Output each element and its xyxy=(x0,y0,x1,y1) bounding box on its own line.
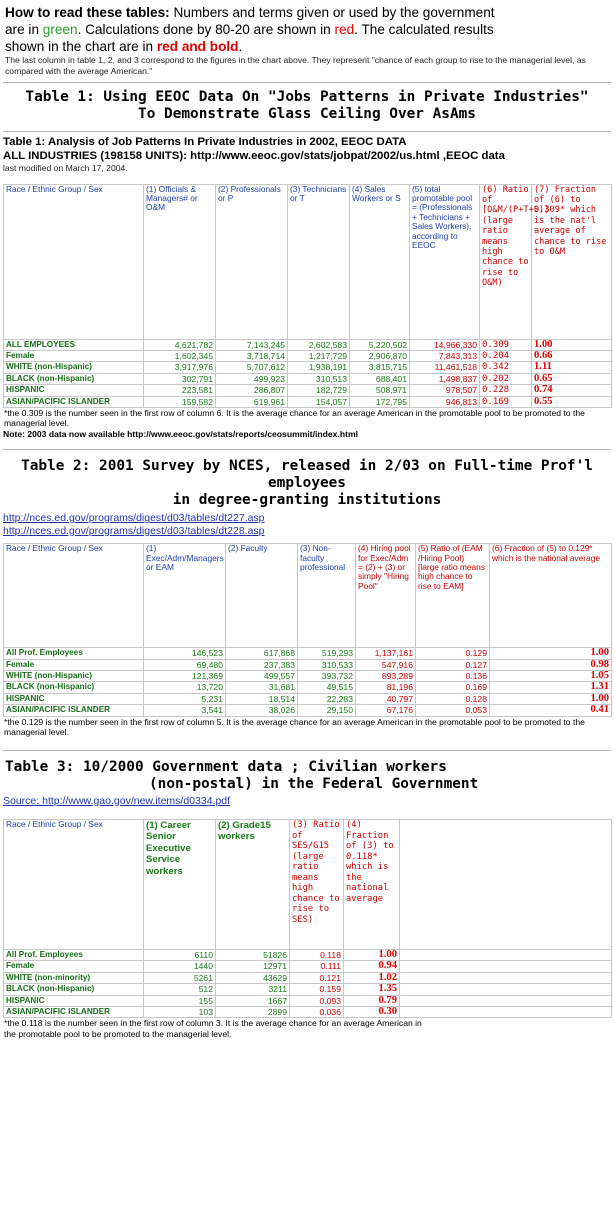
cell: 5,707,612 xyxy=(216,362,288,373)
table3-header-row xyxy=(4,820,612,950)
cell: 0.204 xyxy=(480,350,532,361)
row-label: WHITE (non-Hispanic) xyxy=(4,362,144,373)
cell: 31,681 xyxy=(226,682,298,693)
table-row xyxy=(4,693,612,704)
cell: 2899 xyxy=(216,1007,290,1018)
red-word: red xyxy=(334,22,355,37)
cell: 182,729 xyxy=(288,385,350,396)
col-header: (1) Exec/Adm/Managers or EAM xyxy=(144,544,226,648)
cell: 154,057 xyxy=(288,396,350,407)
cell: 14,966,330 xyxy=(410,339,480,350)
cell: 310,513 xyxy=(288,373,350,384)
col-header: (4) Hiring pool for Exec/Adm = (2) + (3) or simply "Hiring Pool" xyxy=(356,544,416,648)
cell: 0.093 xyxy=(290,995,344,1006)
cell: 51826 xyxy=(216,950,290,961)
table-row xyxy=(4,648,612,659)
row-label: All Prof. Employees xyxy=(4,950,144,961)
cell: 617,868 xyxy=(226,648,298,659)
table2-title-line2: in degree-granting institutions xyxy=(172,492,442,509)
intro-line3-b: . xyxy=(238,39,243,54)
cell: 0.98 xyxy=(490,659,612,670)
intro-line2-b: . Calculations done by 80-20 are shown in xyxy=(77,22,335,37)
table1-note: Note: 2003 data now available http://www.eeoc.gov/stats/reports/ceosummit/index.html xyxy=(3,428,358,439)
intro-note: The last column in table 1, 2, and 3 correspond to the figures in the chart above. They represent "chance of each group to rise to the managerial level, as compared with the average American." xyxy=(5,55,586,76)
table2-footnote: *the 0.129 is the number seen in the first row of column 5. It is the average chance for an average American in the promotable pool to be promoted to the managerial level. xyxy=(4,716,585,738)
cell: 7,843,313 xyxy=(410,350,480,361)
intro-line2-a: are in xyxy=(5,22,43,37)
cell: 393,732 xyxy=(298,671,356,682)
table2-link-1[interactable]: http://nces.ed.gov/programs/digest/d03/tables/dt227.asp xyxy=(3,512,265,525)
col-header: (5) Ratio of (EAM /Hiring Pool) [large ratio means high chance to rise to EAM] xyxy=(416,544,490,648)
cell: 0.159 xyxy=(290,984,344,995)
col-header: (6) Fraction of (5) to 0.129* which is the national average xyxy=(490,544,612,648)
cell: 0.41 xyxy=(490,705,612,716)
table1-subtitle: Table 1: Analysis of Job Patterns In Private Industries in 2002, EEOC DATA xyxy=(3,136,407,148)
intro-line1: Numbers and terms given or used by the government xyxy=(169,5,495,20)
cell: 1,498,837 xyxy=(410,373,480,384)
cell: 1.11 xyxy=(532,362,612,373)
table1-title-line2: To Demonstrate Glass Ceiling Over AsAms xyxy=(138,106,476,122)
col-header: (5) total promotable pool = (Professionals + Technicians + Sales Workers), according to EEOC xyxy=(410,184,480,339)
cell: 1.00 xyxy=(532,339,612,350)
table3-footnote: *the 0.118 is the number seen in the first row of column 3. It is the average chance for an average American in the promotable pool to be promoted to the managerial level. xyxy=(4,1018,422,1039)
cell: 1.00 xyxy=(490,693,612,704)
intro-block xyxy=(3,4,611,55)
cell: 49,515 xyxy=(298,682,356,693)
table-row xyxy=(4,350,612,361)
cell: 1.31 xyxy=(490,682,612,693)
cell: 29,150 xyxy=(298,705,356,716)
empty-cell xyxy=(400,972,612,983)
cell: 547,916 xyxy=(356,659,416,670)
table-row xyxy=(4,339,612,350)
empty-cell xyxy=(400,961,612,972)
table3-title-line1: Table 3: 10/2000 Government data ; Civilian workers xyxy=(5,758,447,775)
table1-grid xyxy=(3,184,612,408)
cell: 11,461,518 xyxy=(410,362,480,373)
cell: 155 xyxy=(144,995,216,1006)
cell: 508,971 xyxy=(350,385,410,396)
table1-modified-date: last modified on March 17, 2004. xyxy=(3,163,128,173)
cell: 1.35 xyxy=(344,984,400,995)
cell: 81,196 xyxy=(356,682,416,693)
cell: 0.053 xyxy=(416,705,490,716)
empty-cell xyxy=(400,820,612,950)
row-label: ASIAN/PACIFIC ISLANDER xyxy=(4,705,144,716)
divider xyxy=(3,750,611,751)
row-label: WHITE (non-Hispanic) xyxy=(4,671,144,682)
table-row xyxy=(4,659,612,670)
cell: 619,961 xyxy=(216,396,288,407)
table1-header-row xyxy=(4,184,612,339)
cell: 146,523 xyxy=(144,648,226,659)
col-header: Race / Ethnic Group / Sex xyxy=(4,544,144,648)
table1-source-line: ALL INDUSTRIES (198158 UNITS): http://www.eeoc.gov/stats/jobpat/2002/us.html ,EEOC data xyxy=(3,150,505,162)
table-row xyxy=(4,961,612,972)
cell: 6110 xyxy=(144,950,216,961)
table-row xyxy=(4,385,612,396)
row-label: Female xyxy=(4,350,144,361)
cell: 67,176 xyxy=(356,705,416,716)
cell: 0.128 xyxy=(416,693,490,704)
cell: 3,815,715 xyxy=(350,362,410,373)
table-row xyxy=(4,705,612,716)
table2-link-2[interactable]: http://nces.ed.gov/programs/digest/d03/tables/dt228.asp xyxy=(3,524,265,537)
cell: 0.169 xyxy=(480,396,532,407)
row-label: ASIAN/PACIFIC ISLANDER xyxy=(4,1007,144,1018)
row-label: HISPANIC xyxy=(4,385,144,396)
col-header: (4) Sales Workers or S xyxy=(350,184,410,339)
cell: 0.127 xyxy=(416,659,490,670)
empty-cell xyxy=(400,995,612,1006)
row-label: ASIAN/PACIFIC ISLANDER xyxy=(4,396,144,407)
cell: 1,938,191 xyxy=(288,362,350,373)
row-label: ALL EMPLOYEES xyxy=(4,339,144,350)
cell: 1,217,729 xyxy=(288,350,350,361)
cell: 0.342 xyxy=(480,362,532,373)
cell: 69,480 xyxy=(144,659,226,670)
col-header: (2) Grade15 workers xyxy=(216,820,290,950)
cell: 159,582 xyxy=(144,396,216,407)
table1-title-line1: Table 1: Using EEOC Data On "Jobs Patterns in Private Industries" xyxy=(25,89,589,105)
cell: 0.036 xyxy=(290,1007,344,1018)
col-header: Race / Ethnic Group / Sex xyxy=(4,820,144,950)
cell: 0.169 xyxy=(416,682,490,693)
cell: 0.111 xyxy=(290,961,344,972)
cell: 12971 xyxy=(216,961,290,972)
table-row xyxy=(4,396,612,407)
divider xyxy=(3,131,611,132)
cell: 40,797 xyxy=(356,693,416,704)
cell: 18,514 xyxy=(226,693,298,704)
table2-grid xyxy=(3,543,612,716)
cell: 302,791 xyxy=(144,373,216,384)
cell: 0.65 xyxy=(532,373,612,384)
cell: 237,383 xyxy=(226,659,298,670)
table2-title-line1: Table 2: 2001 Survey by NCES, released in 2/03 on Full-time Prof'l employees xyxy=(21,458,593,492)
intro-line2-c: . The calculated results xyxy=(354,22,494,37)
cell: 3,917,976 xyxy=(144,362,216,373)
cell: 512 xyxy=(144,984,216,995)
cell: 1.00 xyxy=(344,950,400,961)
cell: 0.118 xyxy=(290,950,344,961)
cell: 5,220,502 xyxy=(350,339,410,350)
cell: 121,369 xyxy=(144,671,226,682)
cell: 519,293 xyxy=(298,648,356,659)
table-row xyxy=(4,984,612,995)
col-header: (6) Ratio of [O&M/(P+T+S)] (large ratio means high chance to rise to O&M) xyxy=(480,184,532,339)
row-label: BLACK (non-Hispanic) xyxy=(4,682,144,693)
green-word: green xyxy=(42,22,78,37)
cell: 499,557 xyxy=(226,671,298,682)
table-row xyxy=(4,1007,612,1018)
cell: 0.94 xyxy=(344,961,400,972)
col-header: (3) Non-faculty professional xyxy=(298,544,356,648)
cell: 0.228 xyxy=(480,385,532,396)
cell: 4,621,782 xyxy=(144,339,216,350)
cell: 893,289 xyxy=(356,671,416,682)
table-row xyxy=(4,950,612,961)
divider xyxy=(3,449,611,450)
cell: 172,795 xyxy=(350,396,410,407)
cell: 0.79 xyxy=(344,995,400,1006)
table-row xyxy=(4,362,612,373)
row-label: Female xyxy=(4,659,144,670)
col-header: (2) Faculty xyxy=(226,544,298,648)
cell: 3,718,714 xyxy=(216,350,288,361)
cell: 0.129 xyxy=(416,648,490,659)
cell: 310,533 xyxy=(298,659,356,670)
cell: 1.00 xyxy=(490,648,612,659)
empty-cell xyxy=(400,950,612,961)
cell: 43629 xyxy=(216,972,290,983)
table1-footnote: *the 0.309 is the number seen in the first row of column 6. It is the average chance for an average American in the promotable pool to be promoted to the managerial level. xyxy=(4,407,585,429)
row-label: HISPANIC xyxy=(4,995,144,1006)
red-bold-words: red and bold xyxy=(156,39,239,54)
col-header: (1) Career Senior Executive Service workers xyxy=(144,820,216,950)
cell: 7,143,245 xyxy=(216,339,288,350)
cell: 0.202 xyxy=(480,373,532,384)
empty-cell xyxy=(400,1007,612,1018)
col-header: (2) Professionals or P xyxy=(216,184,288,339)
col-header: Race / Ethnic Group / Sex xyxy=(4,184,144,339)
row-label: WHITE (non-minority) xyxy=(4,972,144,983)
row-label: All Prof. Employees xyxy=(4,648,144,659)
table-row xyxy=(4,995,612,1006)
cell: 1.05 xyxy=(490,671,612,682)
col-header: (1) Officials & Managers# or O&M xyxy=(144,184,216,339)
row-label: BLACK (non-Hispanic) xyxy=(4,984,144,995)
cell: 1,602,345 xyxy=(144,350,216,361)
cell: 3211 xyxy=(216,984,290,995)
table2-header-row xyxy=(4,544,612,648)
intro-line3-a: shown in the chart are in xyxy=(5,39,157,54)
col-header: (3) Technicians or T xyxy=(288,184,350,339)
cell: 1,137,161 xyxy=(356,648,416,659)
row-label: HISPANIC xyxy=(4,693,144,704)
cell: 2,906,870 xyxy=(350,350,410,361)
cell: 688,401 xyxy=(350,373,410,384)
cell: 0.66 xyxy=(532,350,612,361)
table-row xyxy=(4,373,612,384)
col-header: (3) Ratio of SES/G15 (large ratio means high chance to rise to SES) xyxy=(290,820,344,950)
cell: 1667 xyxy=(216,995,290,1006)
cell: 0.74 xyxy=(532,385,612,396)
cell: 0.55 xyxy=(532,396,612,407)
cell: 13,720 xyxy=(144,682,226,693)
cell: 1440 xyxy=(144,961,216,972)
table-row xyxy=(4,682,612,693)
table3-source-link[interactable]: Source: http://www.gao.gov/new.items/d0334.pdf xyxy=(3,794,231,807)
cell: 1.02 xyxy=(344,972,400,983)
cell: 2,602,583 xyxy=(288,339,350,350)
cell: 946,813 xyxy=(410,396,480,407)
cell: 22,283 xyxy=(298,693,356,704)
col-header: (7) Fraction of (6) to 0.309* which is the nat'l average of chance to rise to O&M xyxy=(532,184,612,339)
cell: 223,581 xyxy=(144,385,216,396)
cell: 103 xyxy=(144,1007,216,1018)
cell: 3,541 xyxy=(144,705,226,716)
cell: 0.30 xyxy=(344,1007,400,1018)
table3-grid xyxy=(3,819,612,1018)
cell: 0.136 xyxy=(416,671,490,682)
intro-heading: How to read these tables: xyxy=(5,5,170,20)
empty-cell xyxy=(400,984,612,995)
cell: 0.309 xyxy=(480,339,532,350)
cell: 38,026 xyxy=(226,705,298,716)
cell: 499,923 xyxy=(216,373,288,384)
row-label: BLACK (non-Hispanic) xyxy=(4,373,144,384)
table-row xyxy=(4,972,612,983)
col-header: (4) Fraction of (3) to 0.118* which is the national average xyxy=(344,820,400,950)
cell: 5,231 xyxy=(144,693,226,704)
divider xyxy=(3,82,611,83)
row-label: Female xyxy=(4,961,144,972)
cell: 5261 xyxy=(144,972,216,983)
table3-title-line2: (non-postal) in the Federal Government xyxy=(149,775,479,792)
table-row xyxy=(4,671,612,682)
cell: 0.121 xyxy=(290,972,344,983)
cell: 978,507 xyxy=(410,385,480,396)
cell: 286,807 xyxy=(216,385,288,396)
